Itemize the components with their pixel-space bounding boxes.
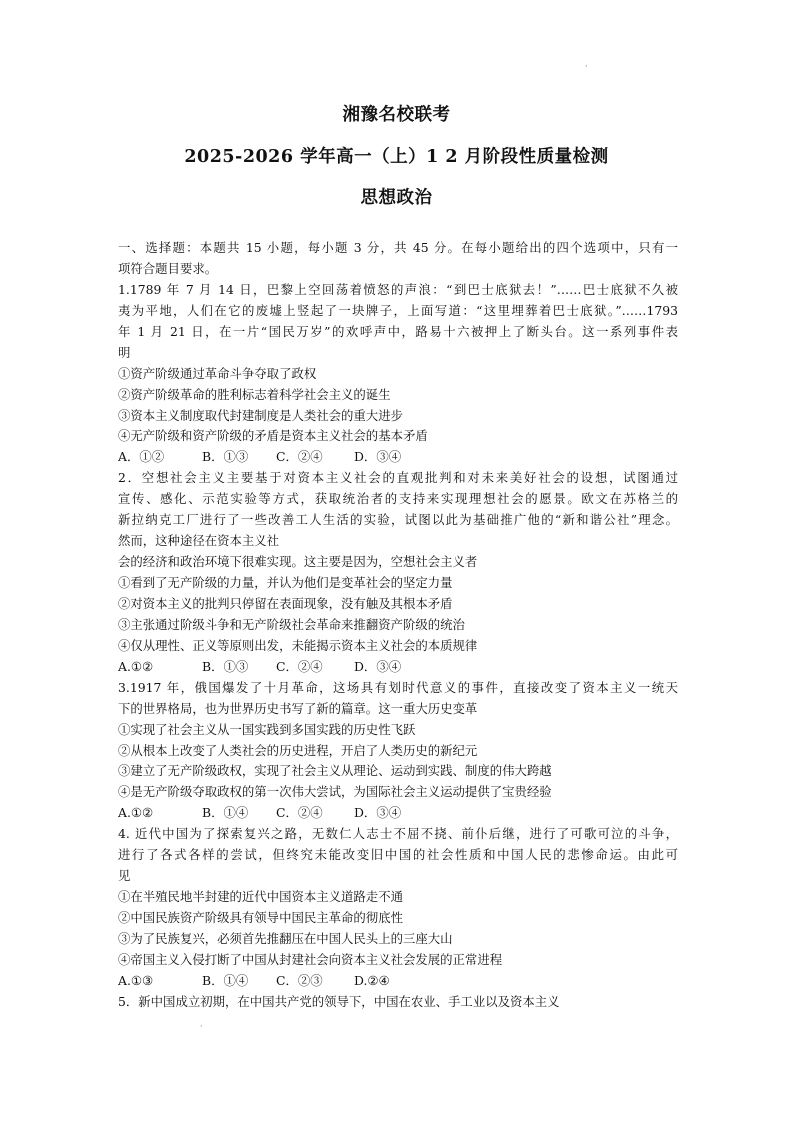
statement-item: ①资产阶级通过革命斗争夺取了政权 bbox=[118, 365, 317, 381]
answer-options bbox=[118, 447, 678, 468]
option-c: C．②④ bbox=[276, 449, 323, 465]
question-stem-line: 下的世界格局，也为世界历史书写了新的篇章。这一重大历史变革 bbox=[118, 700, 478, 716]
question-stem-line: 1.1789 年 7 月 14 日，巴黎上空回荡着愤怒的声浪：“到巴士底狱去！”……巴士底狱不久被 bbox=[118, 281, 678, 297]
subject-title: 思想政治 bbox=[360, 188, 433, 208]
question-stem-line: 明 bbox=[118, 344, 131, 360]
answer-options bbox=[118, 971, 678, 992]
statement-item: ③资本主义制度取代封建制度是人类社会的重大进步 bbox=[118, 407, 403, 423]
question-5 bbox=[118, 992, 678, 1013]
option-b: B．①③ bbox=[202, 658, 249, 674]
section-instructions: 一、选择题：本题共 15 小题，每小题 3 分，共 45 分。在每小题给出的四个选项中，只有一 bbox=[118, 240, 678, 255]
statement-item: ①看到了无产阶级的力量，并认为他们是变革社会的坚定力量 bbox=[118, 575, 453, 590]
question-stem-line: 夷为平地，人们在它的废墟上竖起了一块牌子，上面写道：“这里埋葬着巴士底狱。”……1793 bbox=[118, 302, 678, 318]
section-instructions: 项符合题目要求。 bbox=[118, 260, 218, 276]
scan-mark-bottom: · bbox=[200, 1022, 203, 1031]
statement-item: ①实现了社会主义从一国实践到多国实践的历史性飞跃 bbox=[118, 721, 416, 737]
question-body bbox=[118, 238, 678, 1013]
option-b: B．①④ bbox=[202, 972, 249, 988]
statement-item: ③主张通过阶级斗争和无产阶级社会革命来推翻资产阶级的统治 bbox=[118, 616, 465, 632]
question-4 bbox=[118, 824, 678, 992]
option-c: C．②③ bbox=[276, 972, 323, 988]
statement-item: ③建立了无产阶级政权，实现了社会主义从理论、运动到实践、制度的伟大跨越 bbox=[118, 763, 552, 779]
statement-item: ②从根本上改变了人类社会的历史进程，开启了人类历史的新纪元 bbox=[118, 742, 478, 758]
scan-mark-top: · bbox=[585, 62, 588, 71]
question-stem-line: 会的经济和政治环境下很难实现。这主要是因为，空想社会主义者 bbox=[118, 554, 478, 570]
option-a: A．①② bbox=[118, 449, 165, 465]
statement-item: ②资产阶级革命的胜利标志着科学社会主义的诞生 bbox=[118, 386, 391, 402]
question-3 bbox=[118, 678, 678, 825]
statement-item: ②中国民族资产阶级具有领导中国民主革命的彻底性 bbox=[118, 910, 403, 925]
exam-title: 2025-2026 学年高一（上）1 2 月阶段性质量检测 bbox=[184, 147, 609, 167]
option-a: A.①③ bbox=[118, 972, 154, 988]
option-a: A.①② bbox=[118, 658, 154, 674]
option-b: B．①③ bbox=[202, 449, 249, 465]
answer-options bbox=[118, 657, 678, 678]
question-stem-line: 年 1 月 21 日，在一片“国民万岁”的欢呼声中，路易十六被押上了断头台。这一系列事件表 bbox=[118, 323, 678, 339]
question-stem-line: 见 bbox=[118, 868, 131, 884]
answer-options bbox=[118, 803, 678, 824]
option-c: C．②④ bbox=[276, 658, 323, 674]
statement-item: ④仅从理性、正义等原则出发，未能揭示资本主义社会的本质规律 bbox=[118, 637, 478, 653]
option-b: B．①④ bbox=[202, 805, 249, 821]
option-d: D.②④ bbox=[354, 972, 390, 988]
question-1 bbox=[118, 280, 678, 468]
statement-item: ②对资本主义的批判只停留在表面现象，没有触及其根本矛盾 bbox=[118, 595, 453, 611]
question-stem-line: 3.1917 年，俄国爆发了十月革命，这场具有划时代意义的事件，直接改变了资本主义一统天 bbox=[118, 679, 678, 695]
statement-item: ①在半殖民地半封建的近代中国资本主义道路走不通 bbox=[118, 889, 403, 905]
statement-item: ④帝国主义入侵打断了中国从封建社会向资本主义社会发展的正常进程 bbox=[118, 951, 503, 967]
question-stem-line: 2．空想社会主义主要基于对资本主义社会的直观批判和对未来美好社会的设想，试图通过 bbox=[118, 470, 678, 486]
option-d: D．③④ bbox=[354, 449, 402, 465]
option-a: A.①② bbox=[118, 805, 154, 821]
school-title: 湘豫名校联考 bbox=[342, 105, 451, 125]
question-stem-line: 然而，这种途径在资本主义社 bbox=[118, 533, 280, 549]
statement-item: ③为了民族复兴，必须首先推翻压在中国人民头上的三座大山 bbox=[118, 930, 453, 946]
question-stem-line: 5．新中国成立初期，在中国共产党的领导下，中国在农业、手工业以及资本主义 bbox=[118, 993, 560, 1009]
option-c: C．②④ bbox=[276, 805, 323, 821]
question-stem-line: 新拉纳克工厂进行了一些改善工人生活的实验，试图以此为基础推广他的“新和谐公社”理念。 bbox=[118, 512, 678, 528]
question-2 bbox=[118, 468, 678, 677]
statement-item: ④无产阶级和资产阶级的矛盾是资本主义社会的基本矛盾 bbox=[118, 428, 428, 444]
question-stem-line: 宣传、感化、示范实验等方式，获取统治者的支持来实现理想社会的愿景。欧文在苏格兰的 bbox=[118, 491, 678, 507]
statement-item: ④是无产阶级夺取政权的第一次伟大尝试，为国际社会主义运动提供了宝贵经验 bbox=[118, 784, 552, 800]
question-stem-line: 4. 近代中国为了探索复兴之路，无数仁人志士不屈不挠、前仆后继，进行了可歌可泣的斗争， bbox=[118, 826, 678, 842]
option-d: D．③④ bbox=[354, 658, 402, 674]
option-d: D．③④ bbox=[354, 805, 402, 821]
question-stem-line: 进行了各式各样的尝试，但终究未能改变旧中国的社会性质和中国人民的悲惨命运。由此可 bbox=[118, 847, 678, 863]
